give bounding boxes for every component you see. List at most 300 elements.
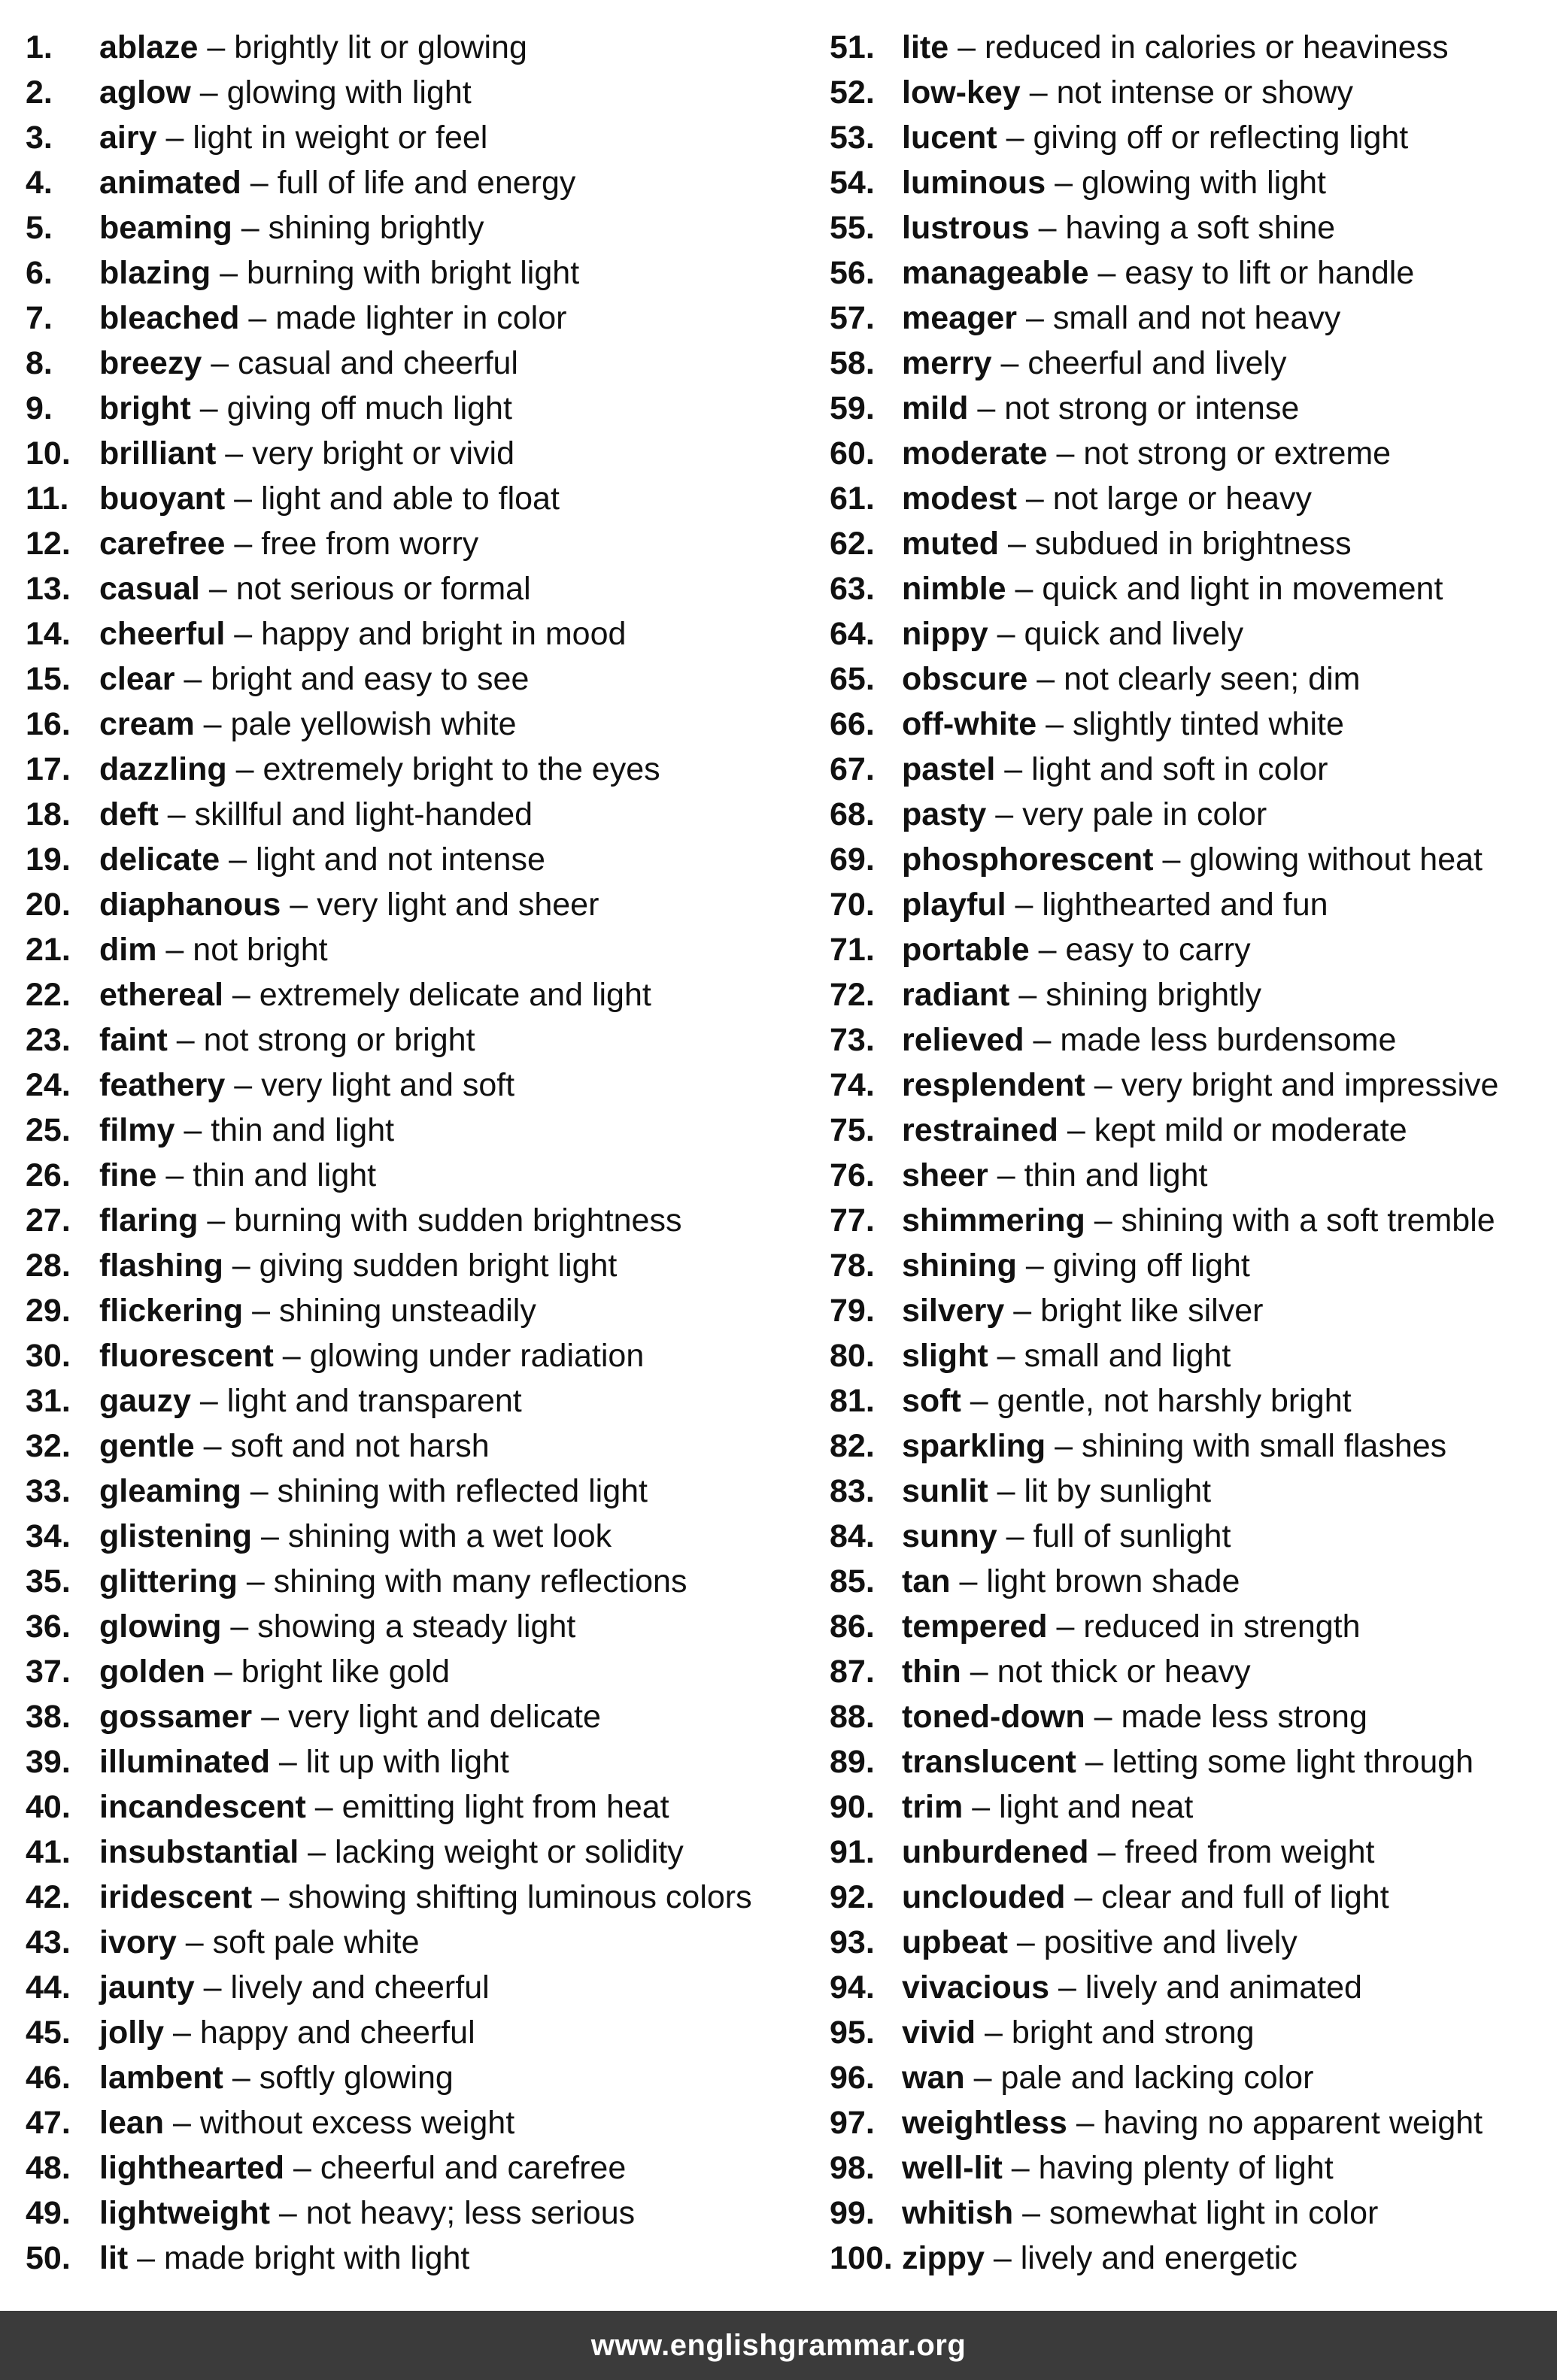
entry-definition: not intense or showy	[1056, 74, 1353, 111]
entry-word: bleached	[99, 300, 240, 336]
list-item	[26, 1739, 808, 1784]
entry-number: 59.	[830, 390, 875, 426]
entry-separator: –	[1094, 1699, 1112, 1735]
entry-word: illuminated	[99, 1744, 270, 1780]
entry-definition: happy and cheerful	[199, 2015, 475, 2051]
entry-separator: –	[185, 1924, 204, 1960]
list-item	[26, 160, 808, 205]
entry-word: sunlit	[902, 1473, 988, 1509]
entry-number: 41.	[26, 1834, 71, 1870]
list-item	[26, 747, 808, 792]
entry-separator: –	[1029, 74, 1048, 111]
entry-number: 9.	[26, 390, 53, 426]
entry-definition: cheerful and carefree	[320, 2150, 627, 2186]
entry-separator: –	[970, 1383, 988, 1419]
list-item	[830, 566, 1537, 611]
entry-word: obscure	[902, 661, 1028, 697]
list-item	[26, 1198, 808, 1243]
entry-definition: light and able to float	[261, 481, 560, 517]
entry-number: 85.	[830, 1563, 875, 1599]
entry-definition: having plenty of light	[1038, 2150, 1334, 2186]
list-item	[830, 1875, 1537, 1920]
entry-separator: –	[232, 1248, 250, 1284]
entry-number: 8.	[26, 345, 53, 381]
entry-definition: easy to lift or handle	[1124, 255, 1415, 291]
entry-word: lightweight	[99, 2195, 270, 2231]
entry-separator: –	[1025, 300, 1044, 336]
entry-separator: –	[165, 1157, 184, 1193]
entry-number: 15.	[26, 661, 71, 697]
entry-word: muted	[902, 526, 999, 562]
entry-definition: not heavy; less serious	[305, 2195, 636, 2231]
entry-word: blazing	[99, 255, 211, 291]
list-item	[26, 250, 808, 296]
entry-separator: –	[1038, 210, 1057, 246]
entry-separator: –	[1094, 1067, 1112, 1103]
entry-separator: –	[1056, 1608, 1075, 1645]
entry-separator: –	[997, 616, 1015, 652]
entry-separator: –	[199, 1383, 218, 1419]
entry-word: fluorescent	[99, 1338, 274, 1374]
entry-word: iridescent	[99, 1879, 253, 1915]
list-item	[26, 25, 808, 70]
entry-separator: –	[1007, 526, 1026, 562]
list-item	[830, 1965, 1537, 2010]
entry-separator: –	[234, 1067, 253, 1103]
entry-word: golden	[99, 1654, 205, 1690]
entry-separator: –	[211, 345, 229, 381]
entry-separator: –	[1074, 1879, 1093, 1915]
entry-number: 47.	[26, 2105, 71, 2141]
list-item	[26, 2055, 808, 2100]
list-item	[26, 205, 808, 250]
entry-word: jaunty	[99, 1969, 195, 2006]
entry-word: modest	[902, 481, 1017, 517]
entry-number: 18.	[26, 796, 71, 832]
entry-separator: –	[208, 571, 227, 607]
entry-number: 45.	[26, 2015, 71, 2051]
entry-number: 82.	[830, 1428, 875, 1464]
entry-separator: –	[1022, 2195, 1040, 2231]
entry-separator: –	[1038, 932, 1057, 968]
entry-separator: –	[993, 2240, 1012, 2276]
list-item	[26, 1649, 808, 1694]
entry-word: bright	[99, 390, 191, 426]
entry-number: 100.	[830, 2240, 893, 2276]
entry-word: vivacious	[902, 1969, 1049, 2006]
entry-word: sparkling	[902, 1428, 1046, 1464]
entry-definition: soft pale white	[212, 1924, 420, 1960]
entry-separator: –	[977, 390, 996, 426]
entry-word: gentle	[99, 1428, 195, 1464]
entry-word: filmy	[99, 1112, 175, 1148]
entry-definition: giving off or reflecting light	[1033, 120, 1409, 156]
entry-number: 5.	[26, 210, 53, 246]
entry-separator: –	[314, 1789, 333, 1825]
entry-number: 49.	[26, 2195, 71, 2231]
entry-word: restrained	[902, 1112, 1058, 1148]
entry-definition: made less burdensome	[1060, 1022, 1397, 1058]
entry-number: 19.	[26, 841, 71, 878]
list-item	[26, 1288, 808, 1333]
list-item	[26, 521, 808, 566]
list-item	[26, 972, 808, 1017]
entry-definition: thin and light	[211, 1112, 395, 1148]
entry-number: 36.	[26, 1608, 71, 1645]
entry-number: 95.	[830, 2015, 875, 2051]
entry-separator: –	[246, 1563, 265, 1599]
entry-number: 29.	[26, 1293, 71, 1329]
entry-definition: extremely delicate and light	[259, 977, 651, 1013]
entry-number: 97.	[830, 2105, 875, 2141]
list-item	[26, 1830, 808, 1875]
list-item	[830, 1108, 1537, 1153]
entry-word: phosphorescent	[902, 841, 1154, 878]
entry-number: 79.	[830, 1293, 875, 1329]
list-item	[26, 386, 808, 431]
entry-separator: –	[308, 1834, 326, 1870]
entry-separator: –	[958, 29, 976, 65]
entry-word: shining	[902, 1248, 1017, 1284]
entry-definition: very bright and impressive	[1121, 1067, 1499, 1103]
entry-number: 72.	[830, 977, 875, 1013]
entry-number: 25.	[26, 1112, 71, 1148]
entry-number: 84.	[830, 1518, 875, 1554]
list-item	[830, 927, 1537, 972]
entry-separator: –	[252, 1293, 271, 1329]
entry-word: slight	[902, 1338, 988, 1374]
entry-definition: not bright	[193, 932, 328, 968]
entry-definition: freed from weight	[1124, 1834, 1375, 1870]
entry-word: toned-down	[902, 1699, 1085, 1735]
word-list-left-column	[26, 25, 808, 2281]
list-item	[26, 1378, 808, 1423]
entry-definition: made less strong	[1121, 1699, 1367, 1735]
entry-definition: pale and lacking color	[1000, 2060, 1314, 2096]
entry-number: 34.	[26, 1518, 71, 1554]
entry-word: shimmering	[902, 1202, 1085, 1239]
entry-word: gleaming	[99, 1473, 241, 1509]
entry-word: deft	[99, 796, 159, 832]
entry-definition: bright and easy to see	[211, 661, 530, 697]
entry-word: wan	[902, 2060, 965, 2096]
entry-definition: soft and not harsh	[230, 1428, 490, 1464]
entry-separator: –	[282, 1338, 301, 1374]
entry-number: 86.	[830, 1608, 875, 1645]
list-item	[830, 611, 1537, 656]
entry-number: 55.	[830, 210, 875, 246]
entry-word: zippy	[902, 2240, 985, 2276]
entry-separator: –	[1076, 2105, 1094, 2141]
entry-separator: –	[261, 1699, 280, 1735]
entry-separator: –	[1015, 887, 1033, 923]
entry-number: 38.	[26, 1699, 71, 1735]
entry-word: animated	[99, 165, 241, 201]
entry-definition: light and soft in color	[1031, 751, 1328, 787]
entry-word: thin	[902, 1654, 961, 1690]
entry-definition: light and neat	[999, 1789, 1194, 1825]
list-item	[26, 566, 808, 611]
entry-number: 68.	[830, 796, 875, 832]
list-item	[830, 1920, 1537, 1965]
entry-separator: –	[1006, 1518, 1024, 1554]
entry-definition: quick and lively	[1024, 616, 1244, 652]
entry-number: 28.	[26, 1248, 71, 1284]
entry-word: jolly	[99, 2015, 165, 2051]
entry-definition: without excess weight	[199, 2105, 515, 2141]
list-item	[26, 341, 808, 386]
entry-separator: –	[1097, 255, 1116, 291]
entry-definition: happy and bright in mood	[261, 616, 627, 652]
entry-word: translucent	[902, 1744, 1076, 1780]
entry-definition: lit by sunlight	[1024, 1473, 1212, 1509]
entry-separator: –	[1006, 120, 1024, 156]
entry-separator: –	[1055, 165, 1073, 201]
list-item	[830, 25, 1537, 70]
entry-separator: –	[234, 481, 253, 517]
entry-definition: glowing with light	[226, 74, 472, 111]
entry-definition: not strong or bright	[203, 1022, 475, 1058]
entry-word: unclouded	[902, 1879, 1066, 1915]
entry-definition: emitting light from heat	[341, 1789, 669, 1825]
entry-number: 37.	[26, 1654, 71, 1690]
list-item	[26, 1694, 808, 1739]
list-item	[830, 2145, 1537, 2191]
entry-word: flashing	[99, 1248, 223, 1284]
entry-definition: positive and lively	[1043, 1924, 1298, 1960]
list-item	[830, 70, 1537, 115]
entry-word: portable	[902, 932, 1030, 968]
entry-definition: shining with a soft tremble	[1121, 1202, 1495, 1239]
list-item	[26, 2191, 808, 2236]
entry-definition: not strong or intense	[1004, 390, 1300, 426]
entry-definition: quick and light in movement	[1042, 571, 1443, 607]
entry-separator: –	[973, 2060, 992, 2096]
list-item	[830, 1649, 1537, 1694]
entry-separator: –	[1015, 571, 1033, 607]
entry-word: lean	[99, 2105, 165, 2141]
entry-number: 64.	[830, 616, 875, 652]
list-item	[830, 2055, 1537, 2100]
entry-definition: giving off much light	[226, 390, 512, 426]
entry-word: resplendent	[902, 1067, 1085, 1103]
entry-word: breezy	[99, 345, 202, 381]
entry-word: gauzy	[99, 1383, 191, 1419]
entry-separator: –	[176, 1022, 195, 1058]
entry-word: casual	[99, 571, 200, 607]
list-item	[26, 656, 808, 702]
entry-number: 51.	[830, 29, 875, 65]
footer-bar	[0, 2311, 1557, 2380]
entry-separator: –	[203, 1428, 222, 1464]
list-item	[830, 747, 1537, 792]
entry-number: 98.	[830, 2150, 875, 2186]
list-item	[26, 1108, 808, 1153]
list-item	[26, 1423, 808, 1469]
entry-number: 77.	[830, 1202, 875, 1239]
entry-word: glistening	[99, 1518, 253, 1554]
word-list-right-column	[830, 25, 1537, 2281]
list-item	[26, 1920, 808, 1965]
entry-separator: –	[232, 977, 250, 1013]
entry-separator: –	[278, 2195, 297, 2231]
entry-definition: lighthearted and fun	[1042, 887, 1328, 923]
entry-number: 65.	[830, 661, 875, 697]
entry-separator: –	[290, 887, 308, 923]
entry-number: 78.	[830, 1248, 875, 1284]
entry-number: 93.	[830, 1924, 875, 1960]
entry-definition: having a soft shine	[1065, 210, 1336, 246]
entry-separator: –	[230, 1608, 249, 1645]
entry-word: flickering	[99, 1293, 244, 1329]
entry-definition: thin and light	[193, 1157, 377, 1193]
entry-definition: very light and sheer	[317, 887, 599, 923]
entry-separator: –	[207, 1202, 226, 1239]
entry-number: 56.	[830, 255, 875, 291]
entry-number: 42.	[26, 1879, 71, 1915]
entry-separator: –	[278, 1744, 297, 1780]
entry-definition: made lighter in color	[275, 300, 567, 336]
entry-word: glittering	[99, 1563, 238, 1599]
entry-word: weightless	[902, 2105, 1067, 2141]
entry-definition: shining brightly	[1046, 977, 1262, 1013]
entry-number: 96.	[830, 2060, 875, 2096]
entry-word: lustrous	[902, 210, 1030, 246]
list-item	[26, 115, 808, 160]
entry-number: 39.	[26, 1744, 71, 1780]
entry-separator: –	[199, 390, 218, 426]
entry-definition: lively and energetic	[1020, 2240, 1298, 2276]
entry-number: 33.	[26, 1473, 71, 1509]
entry-separator: –	[1097, 1834, 1116, 1870]
entry-definition: very light and soft	[261, 1067, 515, 1103]
entry-definition: burning with bright light	[246, 255, 580, 291]
entry-separator: –	[959, 1563, 978, 1599]
entry-word: lucent	[902, 120, 997, 156]
entry-number: 67.	[830, 751, 875, 787]
entry-word: glowing	[99, 1608, 222, 1645]
entry-definition: not thick or heavy	[997, 1654, 1251, 1690]
entry-definition: lacking weight or solidity	[335, 1834, 684, 1870]
entry-word: airy	[99, 120, 157, 156]
entry-definition: made bright with light	[164, 2240, 470, 2276]
list-item	[26, 1469, 808, 1514]
list-item	[26, 927, 808, 972]
list-item	[830, 1243, 1537, 1288]
list-item	[830, 882, 1537, 927]
entry-definition: kept mild or moderate	[1094, 1112, 1407, 1148]
entry-word: luminous	[902, 165, 1046, 201]
entry-separator: –	[220, 255, 238, 291]
entry-definition: small and not heavy	[1052, 300, 1341, 336]
entry-word: tan	[902, 1563, 951, 1599]
entry-number: 35.	[26, 1563, 71, 1599]
list-item	[26, 611, 808, 656]
entry-number: 48.	[26, 2150, 71, 2186]
entry-definition: bright like silver	[1040, 1293, 1264, 1329]
entry-word: off-white	[902, 706, 1037, 742]
list-item	[26, 2010, 808, 2055]
entry-separator: –	[184, 661, 202, 697]
entry-number: 2.	[26, 74, 53, 111]
entry-definition: giving sudden bright light	[259, 1248, 618, 1284]
entry-separator: –	[214, 1654, 232, 1690]
entry-number: 87.	[830, 1654, 875, 1690]
entry-word: diaphanous	[99, 887, 281, 923]
list-item	[830, 386, 1537, 431]
entry-definition: shining with reflected light	[277, 1473, 648, 1509]
entry-separator: –	[997, 1338, 1015, 1374]
entry-definition: clear and full of light	[1101, 1879, 1389, 1915]
entry-number: 80.	[830, 1338, 875, 1374]
list-item	[26, 70, 808, 115]
list-item	[830, 1784, 1537, 1830]
entry-definition: shining brightly	[268, 210, 484, 246]
entry-number: 50.	[26, 2240, 71, 2276]
list-item	[830, 1423, 1537, 1469]
entry-separator: –	[199, 74, 218, 111]
entry-definition: light brown shade	[986, 1563, 1240, 1599]
list-item	[26, 1784, 808, 1830]
list-item	[830, 1830, 1537, 1875]
entry-definition: very pale in color	[1022, 796, 1267, 832]
entry-number: 54.	[830, 165, 875, 201]
entry-definition: not serious or formal	[235, 571, 531, 607]
entry-separator: –	[1025, 1248, 1044, 1284]
entry-word: well-lit	[902, 2150, 1003, 2186]
entry-word: ablaze	[99, 29, 199, 65]
entry-number: 43.	[26, 1924, 71, 1960]
entry-number: 73.	[830, 1022, 875, 1058]
entry-definition: reduced in strength	[1083, 1608, 1361, 1645]
entry-definition: softly glowing	[259, 2060, 454, 2096]
entry-number: 75.	[830, 1112, 875, 1148]
entry-definition: light and transparent	[226, 1383, 522, 1419]
entry-definition: very light and delicate	[288, 1699, 601, 1735]
list-item	[26, 1153, 808, 1198]
entry-word: nimble	[902, 571, 1006, 607]
entry-definition: glowing with light	[1081, 165, 1326, 201]
entry-definition: subdued in brightness	[1034, 526, 1352, 562]
entry-definition: light and not intense	[255, 841, 545, 878]
entry-definition: easy to carry	[1065, 932, 1251, 968]
entry-word: sheer	[902, 1157, 988, 1193]
entry-definition: not strong or extreme	[1083, 435, 1392, 471]
entry-separator: –	[261, 1518, 279, 1554]
entry-separator: –	[167, 796, 186, 832]
entry-separator: –	[1036, 661, 1055, 697]
entry-definition: light in weight or feel	[193, 120, 488, 156]
entry-separator: –	[1013, 1293, 1032, 1329]
list-item	[830, 160, 1537, 205]
list-item	[26, 296, 808, 341]
entry-definition: shining with small flashes	[1082, 1428, 1447, 1464]
entry-word: pasty	[902, 796, 987, 832]
entry-definition: letting some light through	[1112, 1744, 1474, 1780]
list-item	[830, 1604, 1537, 1649]
entry-word: lighthearted	[99, 2150, 285, 2186]
entry-word: silvery	[902, 1293, 1005, 1329]
footer-website-link[interactable]: www.englishgrammar.org	[590, 2328, 967, 2362]
entry-definition: bright like gold	[241, 1654, 451, 1690]
list-item	[830, 476, 1537, 521]
entry-definition: shining with many reflections	[273, 1563, 687, 1599]
entry-word: pastel	[902, 751, 996, 787]
entry-definition: thin and light	[1024, 1157, 1208, 1193]
entry-number: 23.	[26, 1022, 71, 1058]
list-item	[26, 837, 808, 882]
entry-separator: –	[241, 210, 260, 246]
